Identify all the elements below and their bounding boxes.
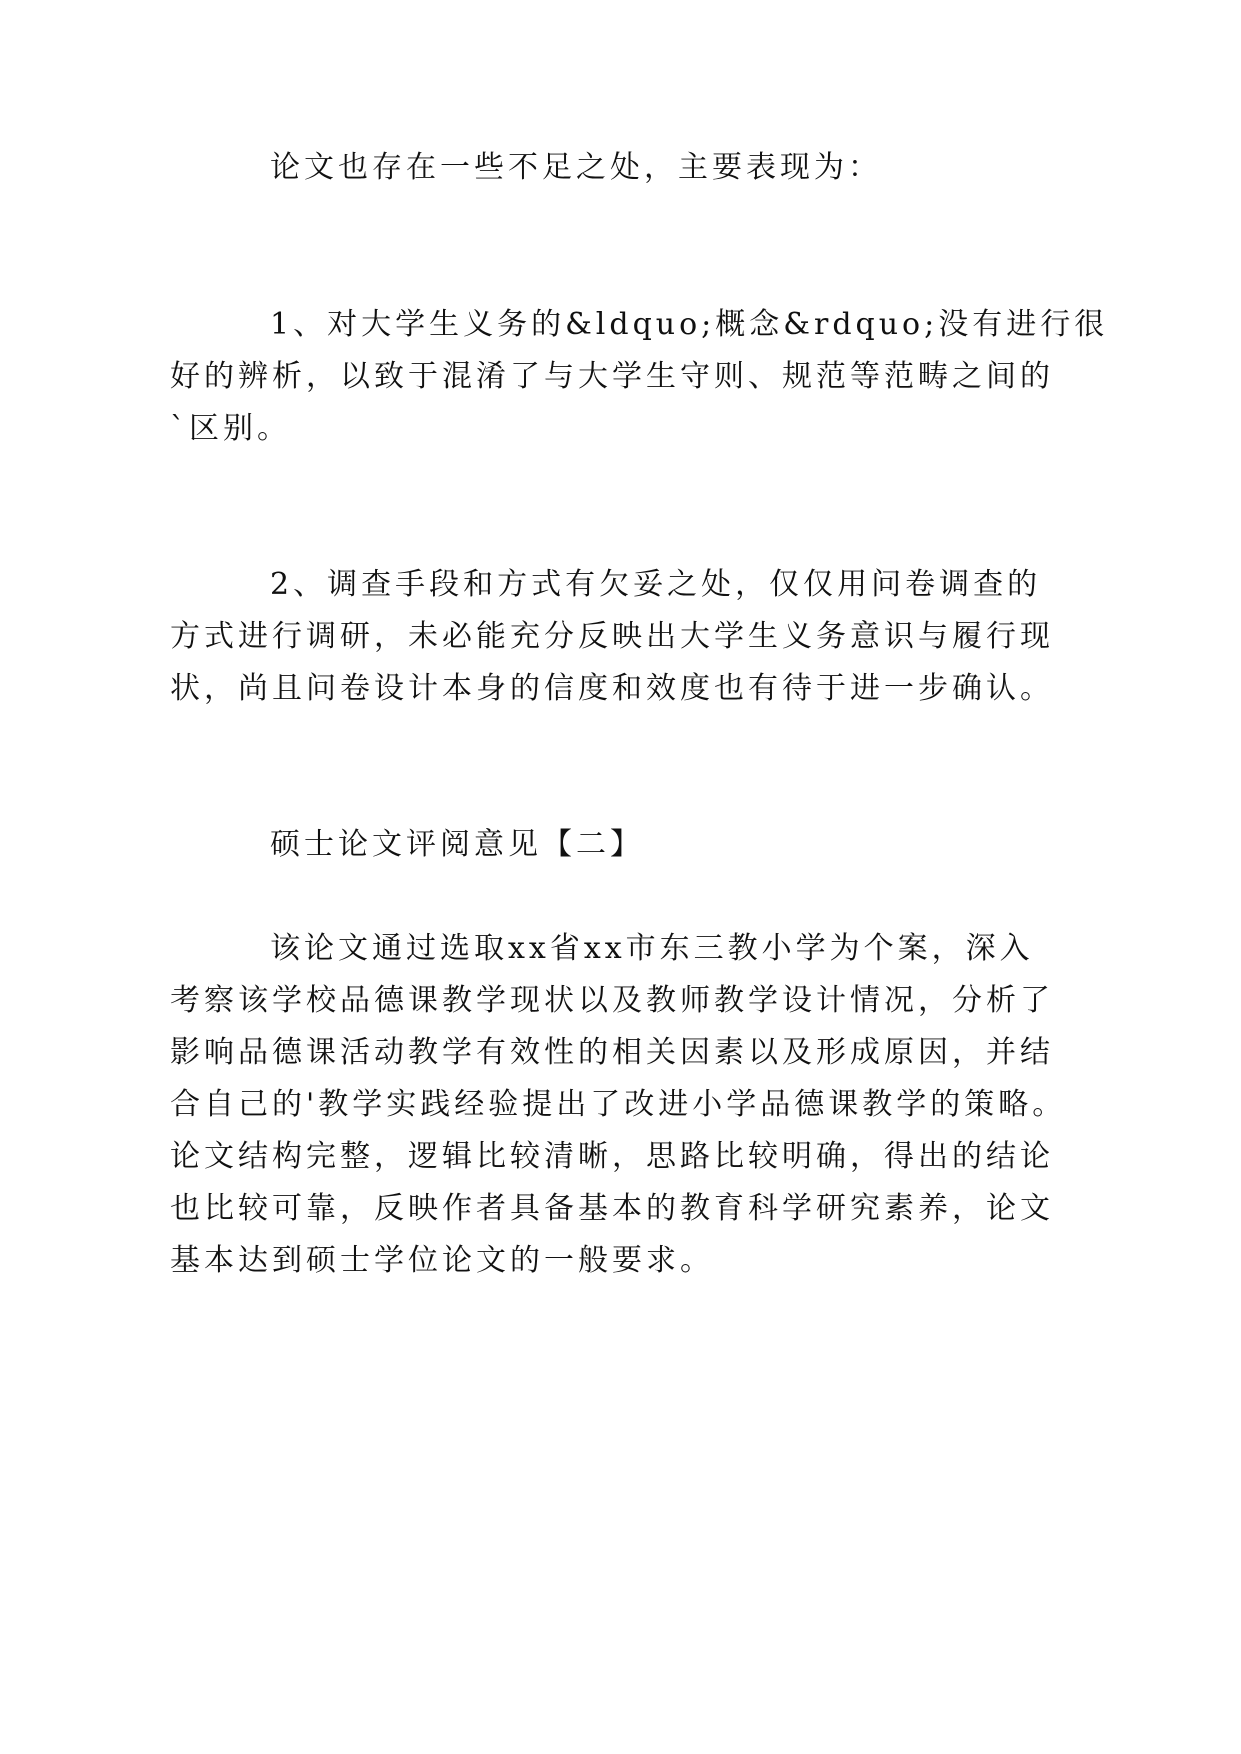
section-heading: 硕士论文评阅意见【二】 [270, 827, 644, 862]
paragraph-4-line-4: 合自己的'教学实践经验提出了改进小学品德课教学的策略。 [170, 1087, 1067, 1122]
paragraph-2-line-3: `区别。 [170, 411, 291, 446]
paragraph-3-line-1: 2、调查手段和方式有欠妥之处，仅仅用问卷调查的 [270, 567, 1042, 602]
paragraph-4-line-1: 该论文通过选取xx省xx市东三教小学为个案，深入 [270, 931, 1034, 966]
paragraph-4-line-6: 也比较可靠，反映作者具备基本的教育科学研究素养，论文 [170, 1191, 1054, 1226]
paragraph-1-line-1: 论文也存在一些不足之处，主要表现为： [270, 150, 882, 185]
paragraph-4-line-5: 论文结构完整，逻辑比较清晰，思路比较明确，得出的结论 [170, 1139, 1054, 1174]
paragraph-3-line-3: 状，尚且问卷设计本身的信度和效度也有待于进一步确认。 [170, 671, 1054, 706]
paragraph-2-line-1: 1、对大学生义务的&ldquo;概念&rdquo;没有进行很 [270, 307, 1109, 342]
paragraph-4-line-2: 考察该学校品德课教学现状以及教师教学设计情况，分析了 [170, 983, 1054, 1018]
paragraph-3-line-2: 方式进行调研，未必能充分反映出大学生义务意识与履行现 [170, 619, 1054, 654]
paragraph-4-line-7: 基本达到硕士学位论文的一般要求。 [170, 1243, 714, 1278]
paragraph-4-line-3: 影响品德课活动教学有效性的相关因素以及形成原因，并结 [170, 1035, 1054, 1070]
paragraph-2-line-2: 好的辨析，以致于混淆了与大学生守则、规范等范畴之间的 [170, 359, 1054, 394]
